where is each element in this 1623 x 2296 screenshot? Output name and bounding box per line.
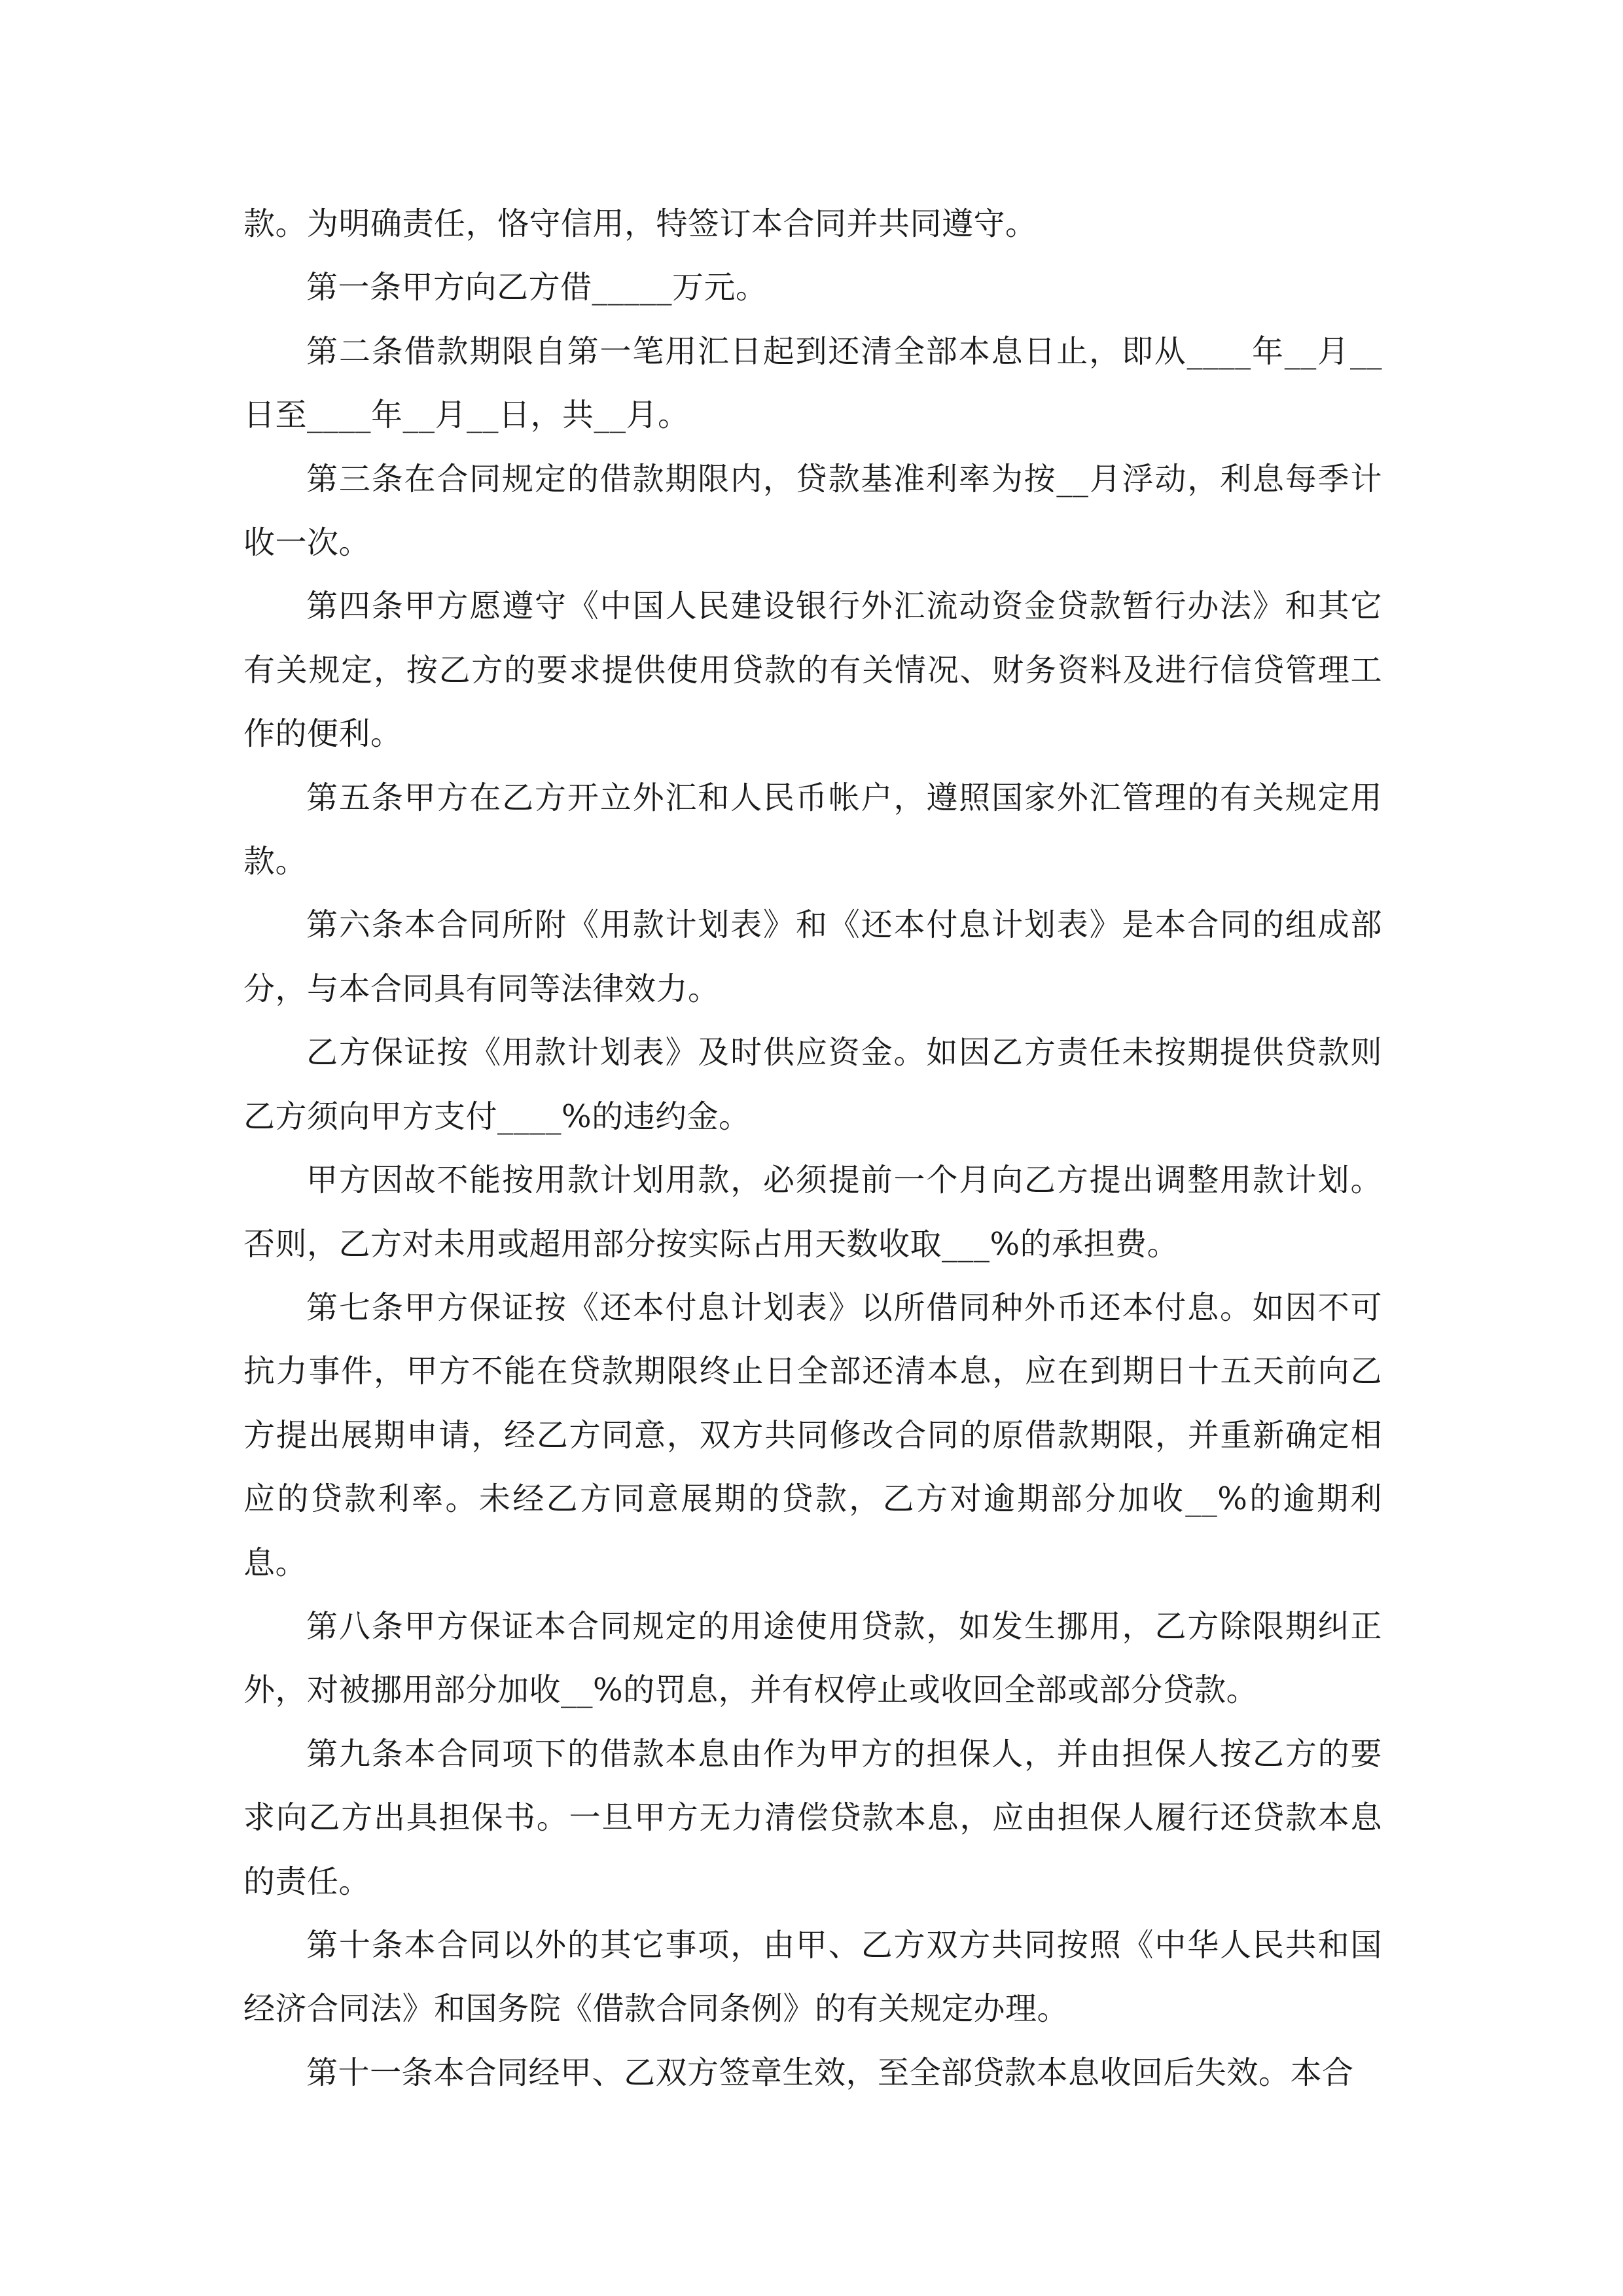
paragraph-article-6-c: 甲方因故不能按用款计划用款，必须提前一个月向乙方提出调整用款计划。否则，乙方对未用或超用部分按实际占用天数收取___%的承担费。 [243,1162,1382,1263]
paragraph-article-1: 第一条甲方向乙方借_____万元。 [306,269,768,306]
paragraph-article-5: 第五条甲方在乙方开立外汇和人民币帐户，遵照国家外汇管理的有关规定用款。 [243,779,1382,880]
paragraph-article-7: 第七条甲方保证按《还本付息计划表》以所借同种外币还本付息。如因不可抗力事件，甲方不能在贷款期限终止日全部还清本息，应在到期日十五天前向乙方提出展期申请，经乙方同意，双方共同修改合同的原借款期限，并重新确定相应的贷款利率。未经乙方同意展期的贷款，乙方对逾期部分加收__%的逾期利息。 [243,1289,1382,1581]
paragraph-article-11: 第十一条本合同经甲、乙双方签章生效，至全部贷款本息收回后失效。本合 [306,2054,1354,2091]
paragraph-article-2: 第二条借款期限自第一笔用汇日起到还清全部本息日止，即从____年__月__日至____年__月__日，共__月。 [243,332,1382,434]
paragraph-article-9: 第九条本合同项下的借款本息由作为甲方的担保人，并由担保人按乙方的要求向乙方出具担保书。一旦甲方无力清偿贷款本息，应由担保人履行还贷款本息的责任。 [243,1735,1382,1900]
paragraph-article-6: 第六条本合同所附《用款计划表》和《还本付息计划表》是本合同的组成部分，与本合同具有同等法律效力。 [243,906,1382,1007]
paragraph-article-4: 第四条甲方愿遵守《中国人民建设银行外汇流动资金贷款暂行办法》和其它有关规定，按乙方的要求提供使用贷款的有关情况、财务资料及进行信贷管理工作的便利。 [243,588,1382,753]
paragraph-continuation: 款。为明确责任，恪守信用，特签订本合同并共同遵守。 [243,206,1037,242]
paragraph-article-6-b: 乙方保证按《用款计划表》及时供应资金。如因乙方责任未按期提供贷款则乙方须向甲方支付____%的违约金。 [243,1034,1382,1135]
paragraph-article-3: 第三条在合同规定的借款期限内，贷款基准利率为按__月浮动，利息每季计收一次。 [243,460,1382,562]
paragraph-article-10: 第十条本合同以外的其它事项，由甲、乙方双方共同按照《中华人民共和国经济合同法》和国务院《借款合同条例》的有关规定办理。 [243,1926,1382,2028]
paragraph-article-8: 第八条甲方保证本合同规定的用途使用贷款，如发生挪用，乙方除限期纠正外，对被挪用部分加收__%的罚息，并有权停止或收回全部或部分贷款。 [243,1607,1382,1709]
contract-body [243,192,1382,2105]
